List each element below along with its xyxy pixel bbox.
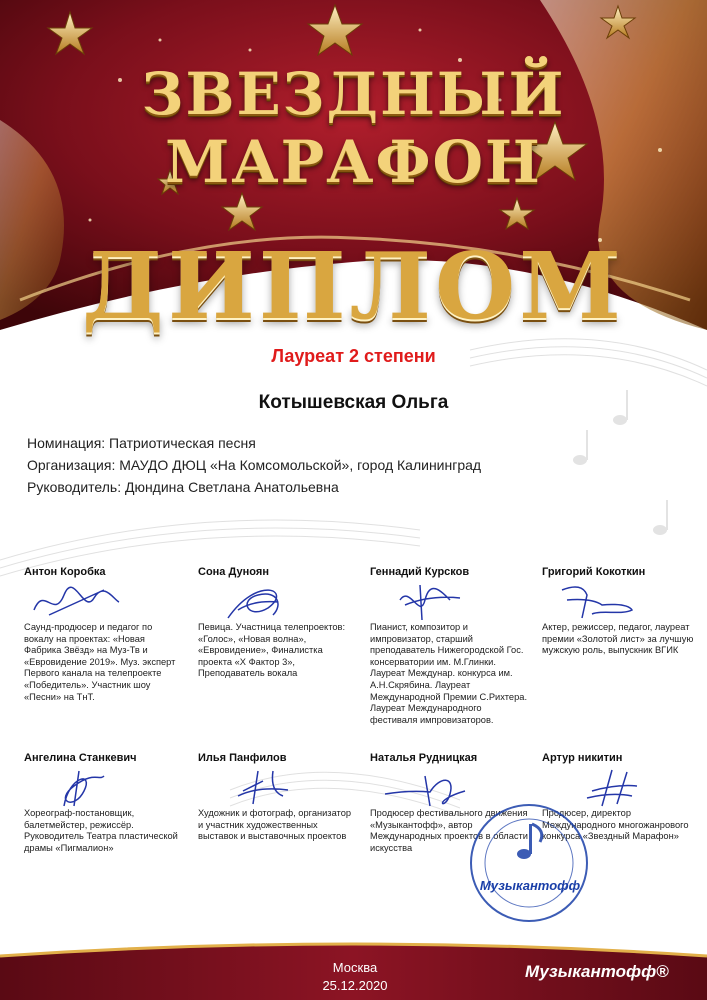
signature (542, 580, 702, 622)
juror (24, 752, 184, 854)
issue-city: Москва (332, 960, 378, 975)
juror-description: Хореограф-постановщик, балетмейстер, режиссёр. Руководитель Театра пластической драмы «Пигмалион» (24, 808, 178, 853)
signature (198, 580, 358, 622)
juror-name: Ангелина Станкевич (24, 752, 137, 764)
signature (24, 766, 184, 808)
document-type-heading: ДИПЛОМ (82, 232, 625, 340)
signature (370, 580, 530, 622)
title-line-1: ЗВЕЗДНЫЙ (141, 60, 566, 128)
juror-name: Григорий Кокоткин (542, 566, 646, 578)
juror-name: Антон Коробка (24, 566, 106, 578)
signature (24, 580, 184, 622)
footer-brand-logo: Музыкантофф® (525, 962, 669, 981)
signature (198, 766, 358, 808)
award-details (27, 432, 687, 498)
juror-name: Артур никитин (542, 752, 623, 764)
juror-name: Наталья Рудницкая (370, 752, 478, 764)
juror-description: Певица. Участница телепроектов: «Голос», «Новая волна», «Евровидение», Финалистка проекта «Х Фактор 3», Преподаватель вокала (198, 622, 346, 679)
juror-description: Пианист, композитор и импровизатор, старший преподаватель Нижегородской Гос. консерватории им. М.Глинки. Лауреат Междунар. конкурса им. А.Н.Скрябина. Лауреат Международной Премии С.Рихтера. Лауреат Международного фестиваля импровизаторов. (370, 622, 528, 725)
juror-description: Продюсер фестивального движения «Музыкантофф», автор Международных проектов в области искусства (370, 808, 528, 853)
issue-date: 25.12.2020 (322, 978, 388, 993)
stamp-brand: Музыкантофф (479, 878, 581, 893)
juror-name: Геннадий Курсков (370, 566, 470, 578)
juror-name: Илья Панфилов (198, 752, 287, 764)
juror-description: Художник и фотограф, организатор и участник художественных выставок и выставочных проектов (198, 808, 352, 842)
juror-description: Актер, режиссер, педагог, лауреат премии «Золотой лист» за лучшую мужскую роль, выпускник ВГИК (542, 622, 694, 656)
juror (198, 566, 358, 680)
juror-description: Продюсер, директор Международного многожанрового конкурса «Звездный Марафон» (542, 808, 689, 842)
organization-line: Организация: МАУДО ДЮЦ «На Комсомольской», город Калининград (27, 457, 482, 473)
juror-description: Саунд-продюсер и педагог по вокалу на проектах: «Новая Фабрика Звёзд» на Муз-Тв и «Евровидение 2019». Муз. эксперт Первого канала на телепроекте «Победитель». Участник шоу «Песни» на ТнТ. (24, 622, 176, 702)
organization-stamp (468, 802, 590, 924)
award-degree: Лауреат 2 степени (271, 346, 436, 366)
juror (198, 752, 358, 843)
recipient-name: Котышевская Ольга (258, 392, 449, 413)
title-line-2: МАРАФОН (165, 128, 542, 196)
nomination-line: Номинация: Патриотическая песня (27, 435, 256, 451)
juror-name: Сона Дунoян (198, 566, 269, 578)
juror (542, 566, 702, 657)
supervisor-line: Руководитель: Дюндина Светлана Анатольевна (27, 479, 339, 495)
juror (24, 566, 184, 703)
juror (370, 566, 530, 726)
